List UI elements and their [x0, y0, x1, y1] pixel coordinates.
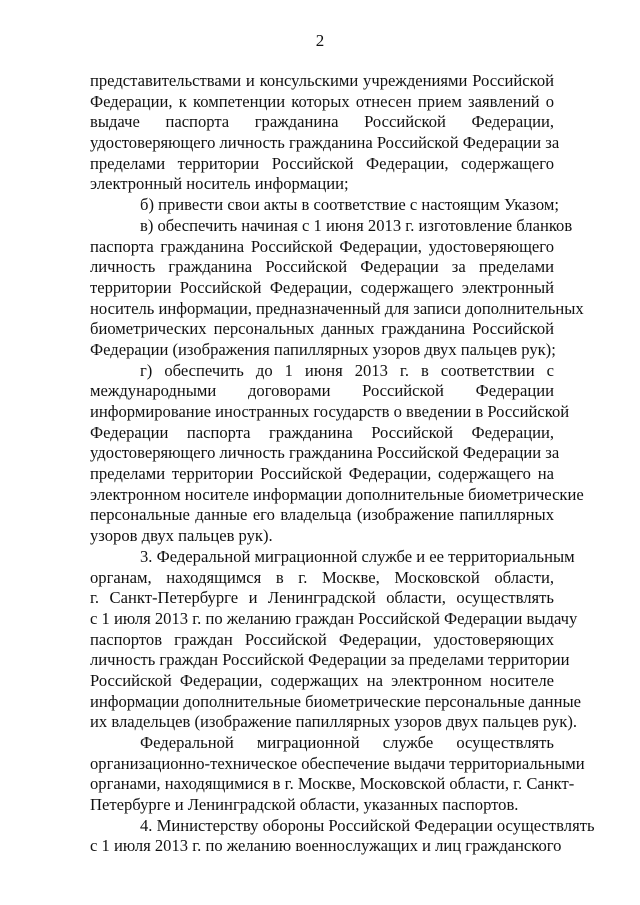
paragraph — [90, 733, 585, 816]
text-line: удостоверяющего личность гражданина Российской Федерации за — [90, 133, 560, 153]
text-line: электронном носителе информации дополнительные биометрические — [90, 484, 584, 504]
text-line: территории Российской Федерации, содержащего электронный — [90, 277, 554, 297]
text-line: органам, находящимся в г. Москве, Московской области, — [90, 567, 554, 587]
paragraph — [90, 546, 581, 733]
paragraph — [90, 215, 584, 361]
text-line: информации дополнительные биометрические персональные данные — [90, 691, 581, 711]
text-line: 3. Федеральной миграционной службе и ее территориальным — [140, 546, 575, 566]
text-line: пределами территории Российской Федерации, содержащего на — [90, 464, 554, 484]
text-line: г. Санкт-Петербурге и Ленинградской области, осуществлять — [90, 588, 554, 608]
text-line: паспортов граждан Российской Федерации, удостоверяющих — [90, 629, 554, 649]
text-line: биометрических персональных данных гражданина Российской — [90, 319, 554, 339]
text-line: паспорта гражданина Российской Федерации, удостоверяющего — [90, 236, 554, 256]
text-line: г) обеспечить до 1 июня 2013 г. в соответствии с — [140, 360, 554, 380]
text-line: носитель информации, предназначенный для записи дополнительных — [90, 298, 584, 318]
document-body — [90, 71, 595, 857]
paragraph — [90, 360, 584, 547]
text-line: личность гражданина Российской Федерации за пределами — [90, 257, 554, 277]
text-line: международными договорами Российской Федерации — [90, 381, 554, 401]
text-line: удостоверяющего личность гражданина Российской Федерации за — [90, 443, 560, 463]
paragraph — [90, 195, 559, 216]
text-line: в) обеспечить начиная с 1 июня 2013 г. изготовление бланков — [140, 215, 573, 235]
text-line: пределами территории Российской Федерации, содержащего — [90, 153, 554, 173]
text-line: личность граждан Российской Федерации за пределами территории — [90, 650, 570, 670]
page-number: 2 — [315, 31, 325, 50]
text-line: органами, находящимися в г. Москве, Московской области, г. Санкт- — [90, 774, 575, 794]
paragraph — [90, 71, 560, 195]
text-line: узоров двух пальцев рук). — [90, 526, 273, 546]
paragraph — [90, 815, 595, 857]
text-line: Федерации паспорта гражданина Российской Федерации, — [90, 422, 554, 442]
text-line: информирование иностранных государств о введении в Российской — [90, 402, 570, 421]
text-line: электронный носитель информации; — [90, 174, 349, 194]
text-line: их владельцев (изображение папиллярных узоров двух пальцев рук). — [90, 712, 578, 732]
text-line: выдаче паспорта гражданина Российской Федерации, — [90, 112, 554, 132]
text-line: организационно-техническое обеспечение выдачи территориальными — [90, 753, 585, 773]
text-line: представительствами и консульскими учреждениями Российской — [90, 71, 554, 90]
text-line: персональные данные его владельца (изображение папиллярных — [90, 505, 554, 525]
text-line: 4. Министерству обороны Российской Федерации осуществлять — [140, 815, 595, 835]
text-line: с 1 июля 2013 г. по желанию граждан Российской Федерации выдачу — [90, 608, 578, 628]
text-line: Федерации, к компетенции которых отнесен прием заявлений о — [90, 91, 554, 111]
text-line: Российской Федерации, содержащих на электронном носителе — [90, 670, 554, 690]
text-line: с 1 июля 2013 г. по желанию военнослужащих и лиц гражданского — [90, 836, 562, 856]
text-line: Федерации (изображения папиллярных узоров двух пальцев рук); — [90, 339, 556, 359]
text-line: Петербурге и Ленинградской области, указанных паспортов. — [90, 795, 519, 815]
text-line: б) привести свои акты в соответствие с настоящим Указом; — [140, 195, 559, 215]
text-line: Федеральной миграционной службе осуществлять — [140, 733, 554, 752]
